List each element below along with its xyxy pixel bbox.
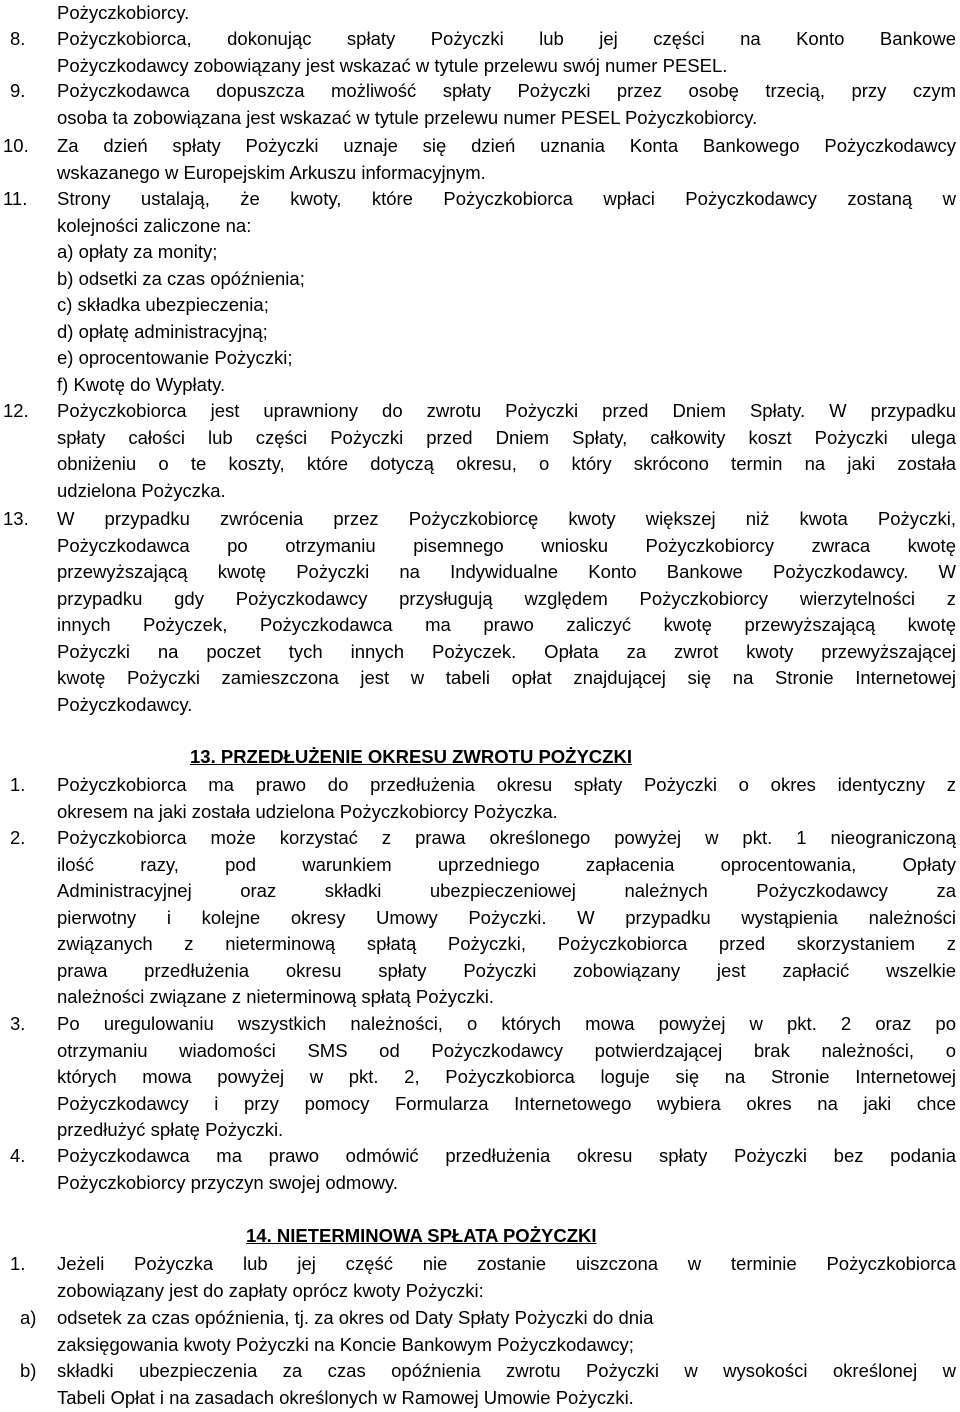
paragraph-line: których mowa powyżej w pkt. 2, Pożyczkobiorca loguje się na Stronie Internetowej xyxy=(57,1066,956,1087)
paragraph-line: przedłużyć spłatę Pożyczki. xyxy=(57,1119,284,1140)
list-number: 3. xyxy=(10,1013,26,1034)
paragraph-line: kwotę Pożyczki zamieszczona jest w tabeli opłat znajdującej się na Stronie Internetowej xyxy=(57,667,956,688)
paragraph-line: ilość razy, pod warunkiem uprzedniego zapłacenia oprocentowania, Opłaty xyxy=(57,853,956,875)
paragraph-line: kolejności zaliczone na: xyxy=(57,214,252,236)
paragraph-line: przewyższającą kwotę Pożyczki na Indywidualne Konto Bankowe Pożyczkodawcy. W xyxy=(57,561,956,582)
paragraph-line: Tabeli Opłat i na zasadach określonych w Ramowej Umowie Pożyczki. xyxy=(57,1387,634,1408)
section-heading: 13. PRZEDŁUŻENIE OKRESU ZWROTU POŻYCZKI xyxy=(190,746,632,767)
paragraph-line: udzielona Pożyczka. xyxy=(57,479,226,501)
paragraph-line: zobowiązany jest do zapłaty oprócz kwoty Pożyczki: xyxy=(57,1280,484,1301)
paragraph-line: Pożyczkodawca dopuszcza możliwość spłaty Pożyczki przez osobę trzecią, przy czym xyxy=(57,80,956,101)
paragraph-line: a) opłaty za monity; xyxy=(57,241,218,262)
list-number: 1. xyxy=(10,1253,26,1274)
paragraph-line: Jeżeli Pożyczka lub jej część nie zostanie uiszczona w terminie Pożyczkobiorca xyxy=(57,1253,956,1274)
paragraph-line: prawa przedłużenia okresu spłaty Pożyczki zobowiązany jest zapłacić wszelkie xyxy=(57,959,956,981)
paragraph-line: Strony ustalają, że kwoty, które Pożyczkobiorca wpłaci Pożyczkodawcy zostaną w xyxy=(57,188,956,209)
paragraph-line: b) odsetki za czas opóźnienia; xyxy=(57,267,305,289)
paragraph-line: f) Kwotę do Wypłaty. xyxy=(57,373,226,395)
paragraph-line: Pożyczkodawcy. xyxy=(57,693,193,715)
paragraph-line: Pożyczkobiorca ma prawo do przedłużenia okresu spłaty Pożyczki o okres identyczny z xyxy=(57,774,956,795)
paragraph-line: pierwotny i kolejne okresy Umowy Pożyczki. W przypadku wystąpienia należności xyxy=(57,906,956,928)
paragraph-line: związanych z nieterminową spłatą Pożyczki, Pożyczkobiorca przed skorzystaniem z xyxy=(57,933,956,954)
list-number: a) xyxy=(20,1307,37,1328)
list-number: 4. xyxy=(10,1145,26,1166)
paragraph-line: Pożyczkobiorca może korzystać z prawa określonego powyżej w pkt. 1 nieograniczoną xyxy=(57,827,956,848)
paragraph-line: Pożyczki na poczet tych innych Pożyczek. Opłata za zwrot kwoty przewyższającej xyxy=(57,640,956,662)
paragraph-line: odsetek za czas opóźnienia, tj. za okres od Daty Spłaty Pożyczki do dnia xyxy=(57,1307,654,1328)
list-number: 12. xyxy=(3,400,29,421)
paragraph-line: Pożyczkodawcy zobowiązany jest wskazać w tytule przelewu swój numer PESEL. xyxy=(57,54,728,76)
paragraph-line: Administracyjnej oraz składki ubezpieczeniowej należnych Pożyczkodawcy za xyxy=(57,880,956,901)
section-heading: 14. NIETERMINOWA SPŁATA POŻYCZKI xyxy=(246,1225,597,1246)
list-number: 10. xyxy=(3,135,29,156)
paragraph-line: należności związane z nieterminową spłatą Pożyczki. xyxy=(57,986,495,1007)
paragraph-line: otrzymaniu wiadomości SMS od Pożyczkodawcy potwierdzającej brak należności, o xyxy=(57,1039,956,1061)
paragraph-line: Pożyczkobiorcy przyczyn swojej odmowy. xyxy=(57,1171,398,1193)
list-number: 8. xyxy=(10,28,26,49)
paragraph-line: d) opłatę administracyjną; xyxy=(57,320,268,342)
paragraph-line: Pożyczkodawcy i przy pomocy Formularza Internetowego wybiera okres na jaki chce xyxy=(57,1092,956,1114)
list-number: 13. xyxy=(3,508,29,529)
paragraph-line: Pożyczkodawca ma prawo odmówić przedłużenia okresu spłaty Pożyczki bez podania xyxy=(57,1145,956,1166)
paragraph-line: Pożyczkobiorca, dokonując spłaty Pożyczki lub jej części na Konto Bankowe xyxy=(57,28,956,49)
paragraph-line: c) składka ubezpieczenia; xyxy=(57,294,269,315)
paragraph-line: obniżeniu o te koszty, które dotyczą okresu, o który skrócono termin na jaki została xyxy=(57,453,956,474)
paragraph-line: Pożyczkodawca po otrzymaniu pisemnego wniosku Pożyczkobiorcy zwraca kwotę xyxy=(57,534,956,556)
list-number: b) xyxy=(20,1360,37,1381)
paragraph-line: Pożyczkobiorca jest uprawniony do zwrotu Pożyczki przed Dniem Spłaty. W przypadku xyxy=(57,400,956,421)
paragraph-line: okresem na jaki została udzielona Pożyczkobiorcy Pożyczka. xyxy=(57,800,558,822)
paragraph-line: wskazanego w Europejskim Arkuszu informacyjnym. xyxy=(57,161,486,183)
list-number: 1. xyxy=(10,774,26,795)
list-number: 11. xyxy=(3,188,28,209)
paragraph-line: osoba ta zobowiązana jest wskazać w tytule przelewu numer PESEL Pożyczkobiorcy. xyxy=(57,106,758,128)
list-number: 9. xyxy=(10,80,26,101)
paragraph-line: zaksięgowania kwoty Pożyczki na Koncie Bankowym Pożyczkodawcy; xyxy=(57,1334,634,1355)
paragraph-line: W przypadku zwrócenia przez Pożyczkobiorcę kwoty większej niż kwota Pożyczki, xyxy=(57,508,956,529)
paragraph-line: Pożyczkobiorcy. xyxy=(57,2,190,23)
paragraph-line: składki ubezpieczenia za czas opóźnienia zwrotu Pożyczki w wysokości określonej w xyxy=(57,1360,956,1381)
paragraph-line: Po uregulowaniu wszystkich należności, o których mowa powyżej w pkt. 2 oraz po xyxy=(57,1013,956,1034)
paragraph-line: Za dzień spłaty Pożyczki uznaje się dzień uznania Konta Bankowego Pożyczkodawcy xyxy=(57,135,956,156)
paragraph-line: spłaty całości lub części Pożyczki przed Dniem Spłaty, całkowity koszt Pożyczki ulega xyxy=(57,426,956,448)
paragraph-line: innych Pożyczek, Pożyczkodawca ma prawo zaliczyć kwotę przewyższającą kwotę xyxy=(57,614,956,635)
list-number: 2. xyxy=(10,827,26,848)
paragraph-line: przypadku gdy Pożyczkodawcy przysługują względem Pożyczkobiorcy wierzytelności z xyxy=(57,587,956,609)
paragraph-line: e) oprocentowanie Pożyczki; xyxy=(57,347,293,368)
